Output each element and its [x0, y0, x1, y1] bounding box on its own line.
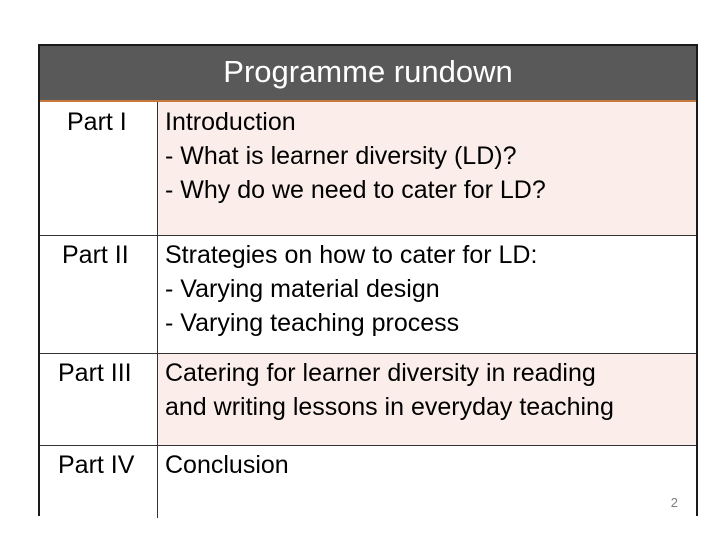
part-label: Part IV — [58, 451, 135, 479]
part-label-cell — [40, 354, 158, 445]
table-row — [40, 446, 696, 518]
part-content-cell — [158, 446, 696, 518]
content-line: - Why do we need to cater for LD? — [165, 176, 546, 204]
content-line: and writing lessons in everyday teaching — [165, 393, 614, 421]
slide-title: Programme rundown — [223, 54, 513, 89]
part-label-cell — [40, 446, 158, 518]
content-line: - Varying material design — [165, 275, 440, 303]
part-label: Part II — [62, 241, 129, 269]
content-line: Strategies on how to cater for LD: — [165, 241, 538, 269]
part-content-cell — [158, 236, 696, 353]
part-label: Part III — [58, 359, 132, 387]
content-line: Introduction — [165, 108, 296, 136]
content-line: Conclusion — [165, 451, 289, 479]
table-row — [40, 354, 696, 446]
content-line: - Varying teaching process — [165, 309, 460, 337]
table-header — [40, 46, 696, 102]
part-label: Part I — [67, 108, 127, 136]
table-row — [40, 102, 696, 236]
part-label-cell — [40, 236, 158, 353]
table-row — [40, 236, 696, 354]
part-content-cell — [158, 354, 696, 445]
part-label-cell — [40, 102, 158, 235]
content-line: - What is learner diversity (LD)? — [165, 142, 517, 170]
part-content-cell — [158, 102, 696, 235]
content-line: Catering for learner diversity in reading — [165, 359, 596, 387]
page-number: 2 — [670, 495, 678, 510]
programme-table — [38, 44, 698, 516]
